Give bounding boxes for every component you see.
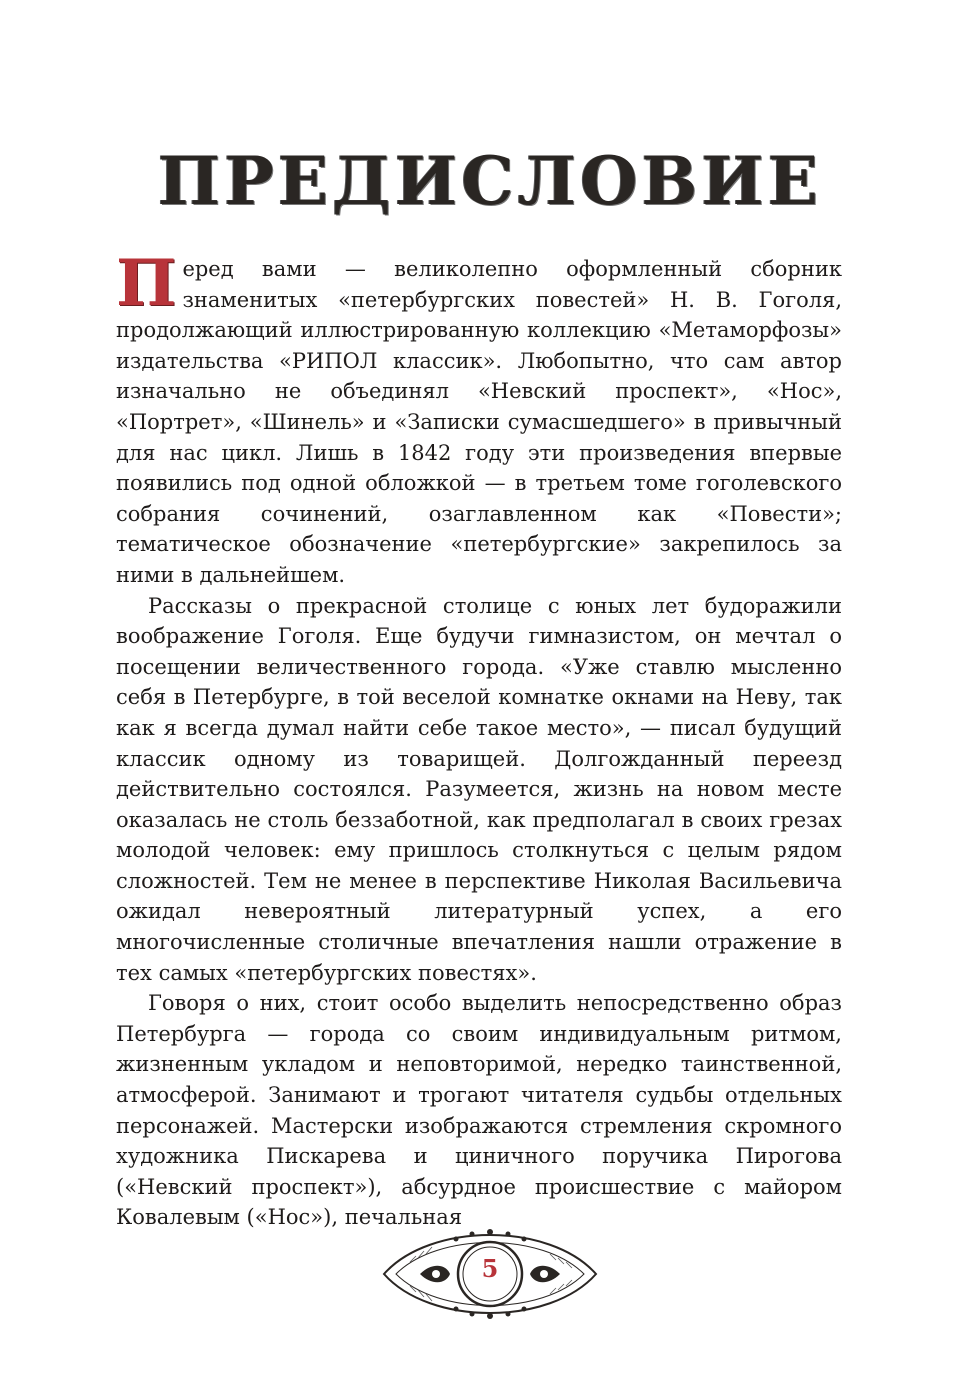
paragraph-3: Говоря о них, стоит особо выделить непосредственно образ Петербурга — города со своим индивидуальным ритмом, жизненным укладом и неповторимой, нередко таинственной, атмосферой. Занимают и трогают читателя судьбы отдельных персонажей. Мастерски изображаются стремления скромного художника Пискарева и циничного поручика Пирогова («Невский проспект»), абсурдное происшествие с майором Ковалевым («Нос»), печальная	[116, 991, 842, 1230]
paragraph-1-text: еред вами — великолепно оформленный сборник знаменитых «петербургских повестей» Н. В. Гоголя, продолжающий иллюстрированную коллекцию «Метаморфозы» издательства «РИПОЛ классик». Любопытно, что сам автор изначально не объединял «Невский проспект», «Нос», «Портрет», «Шинель» и «Записки сумасшедшего» в привычный для нас цикл. Лишь в 1842 году эти произведения впервые появились под одной обложкой — в третьем томе гоголевского собрания сочинений, озаглавленном как «Повести»; тематическое обозначение «петербургские» закрепилось за ними в дальнейшем.	[116, 257, 842, 587]
page-number: 5	[481, 1254, 499, 1283]
drop-cap: П	[116, 246, 177, 321]
paragraph-1	[116, 246, 842, 591]
body-text	[116, 246, 842, 1233]
page-title: ПРЕДИСЛОВИЕ	[157, 142, 823, 220]
paragraph-2: Рассказы о прекрасной столице с юных лет будоражили воображение Гоголя. Еще будучи гимназистом, он мечтал о посещении величественного города. «Уже ставлю мысленно себя в Петербурге, в той веселой комнатке окнами на Неву, так как я всегда думал найти себе такое место», — писал будущий классик одному из товарищей. Долгожданный переезд действительно состоялся. Разумеется, жизнь на новом месте оказалась не столь беззаботной, как предполагал в своих грезах молодой человек: ему пришлось столкнуться с целым рядом сложностей. Тем не менее в перспективе Николая Васильевича ожидал невероятный литературный успех, а его многочисленные столичные впечатления нашли отражение в тех самых «петербургских повестях».	[116, 593, 842, 985]
